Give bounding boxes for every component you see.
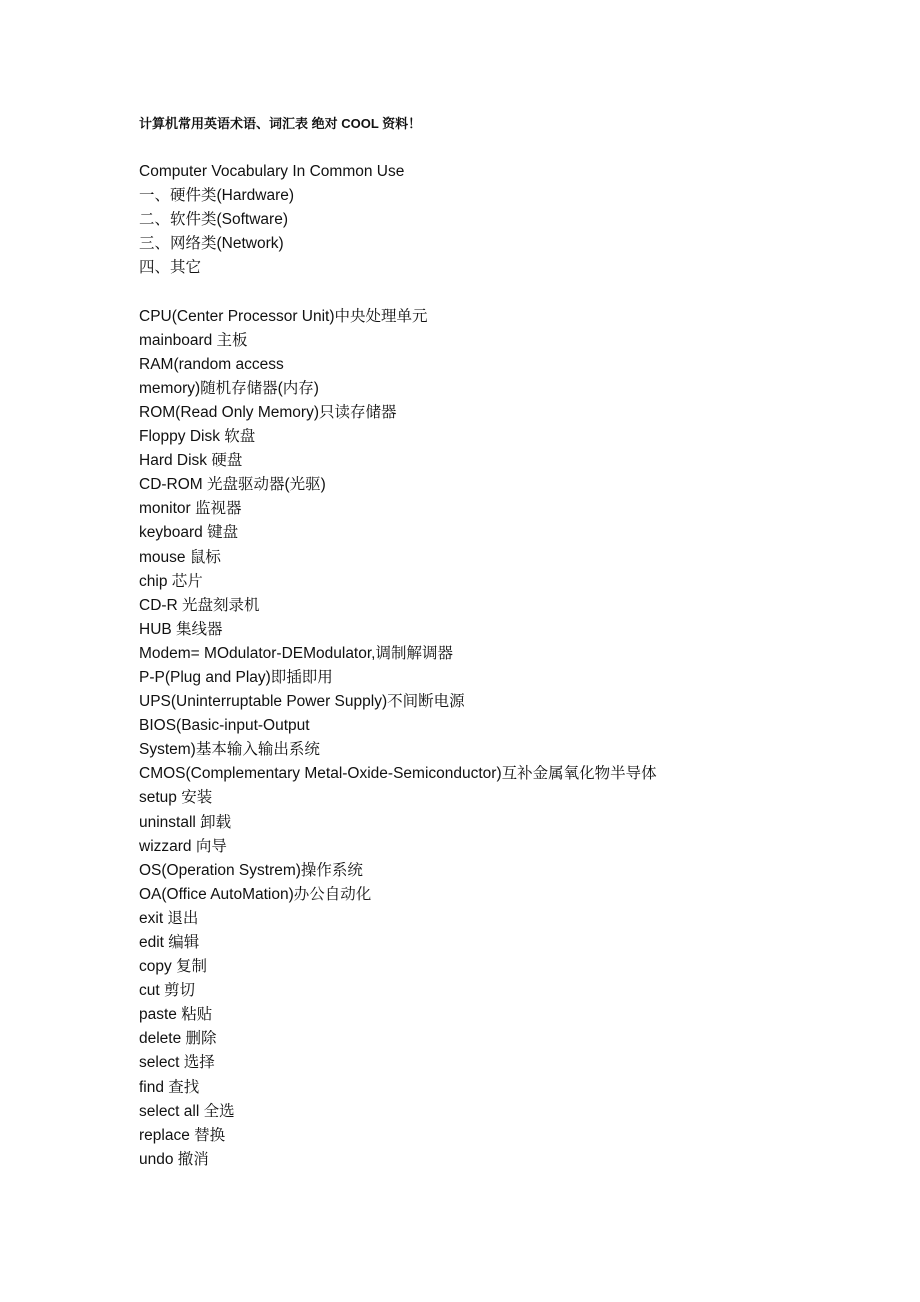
term-item: mouse 鼠标 [139, 548, 221, 566]
term-item: mainboard 主板 [139, 331, 248, 349]
term-item: UPS(Uninterruptable Power Supply)不间断电源 [139, 693, 465, 711]
section-list [139, 184, 879, 280]
document-content [139, 113, 879, 1172]
term-item: CD-R 光盘刻录机 [139, 596, 260, 614]
section-item: 一、硬件类(Hardware) [139, 187, 295, 205]
term-item: OA(Office AutoMation)办公自动化 [139, 885, 372, 903]
term-item: replace 替换 [139, 1126, 226, 1144]
term-item: edit 编辑 [139, 934, 200, 951]
term-item: memory)随机存储器(内存) [139, 379, 319, 397]
term-item: P-P(Plug and Play)即插即用 [139, 668, 333, 686]
term-item: copy 复制 [139, 958, 208, 976]
term-item: System)基本输入输出系统 [139, 741, 320, 759]
term-item: ROM(Read Only Memory)只读存储器 [139, 403, 397, 421]
term-item: CMOS(Complementary Metal-Oxide-Semiconductor)互补金属氧化物半导体 [139, 765, 657, 783]
term-item: cut 剪切 [139, 982, 195, 1000]
term-item: setup 安装 [139, 789, 213, 807]
term-list [139, 305, 879, 1172]
term-item: wizzard 向导 [139, 837, 227, 855]
term-item: select all 全选 [139, 1102, 235, 1120]
term-item: delete 删除 [139, 1030, 217, 1048]
term-item: uninstall 卸载 [139, 813, 232, 831]
term-item: exit 退出 [139, 909, 199, 927]
section-item: 二、软件类(Software) [139, 211, 288, 229]
term-item: chip 芯片 [139, 572, 203, 590]
document-title: 计算机常用英语术语、词汇表 绝对 COOL 资料！ [139, 116, 422, 131]
term-item: select 选择 [139, 1054, 215, 1072]
section-item: 三、网络类(Network) [139, 235, 284, 253]
term-item: RAM(random access [139, 355, 284, 373]
term-item: monitor 监视器 [139, 500, 242, 518]
term-item: HUB 集线器 [139, 620, 223, 638]
term-item: Floppy Disk 软盘 [139, 428, 256, 446]
term-item: keyboard 键盘 [139, 524, 239, 542]
term-item: BIOS(Basic-input-Output [139, 717, 310, 735]
term-item: CPU(Center Processor Unit)中央处理单元 [139, 307, 428, 325]
section-item: 四、其它 [139, 259, 202, 277]
term-item: undo 撤消 [139, 1150, 209, 1168]
term-item: Hard Disk 硬盘 [139, 452, 243, 470]
document-heading: Computer Vocabulary In Common Use [139, 163, 405, 180]
term-item: OS(Operation Systrem)操作系统 [139, 861, 363, 879]
term-item: CD-ROM 光盘驱动器(光驱) [139, 476, 326, 494]
blank-line [139, 280, 879, 304]
term-item: Modem= MOdulator-DEModulator,调制解调器 [139, 644, 453, 662]
term-item: paste 粘贴 [139, 1006, 213, 1024]
term-item: find 查找 [139, 1078, 200, 1096]
